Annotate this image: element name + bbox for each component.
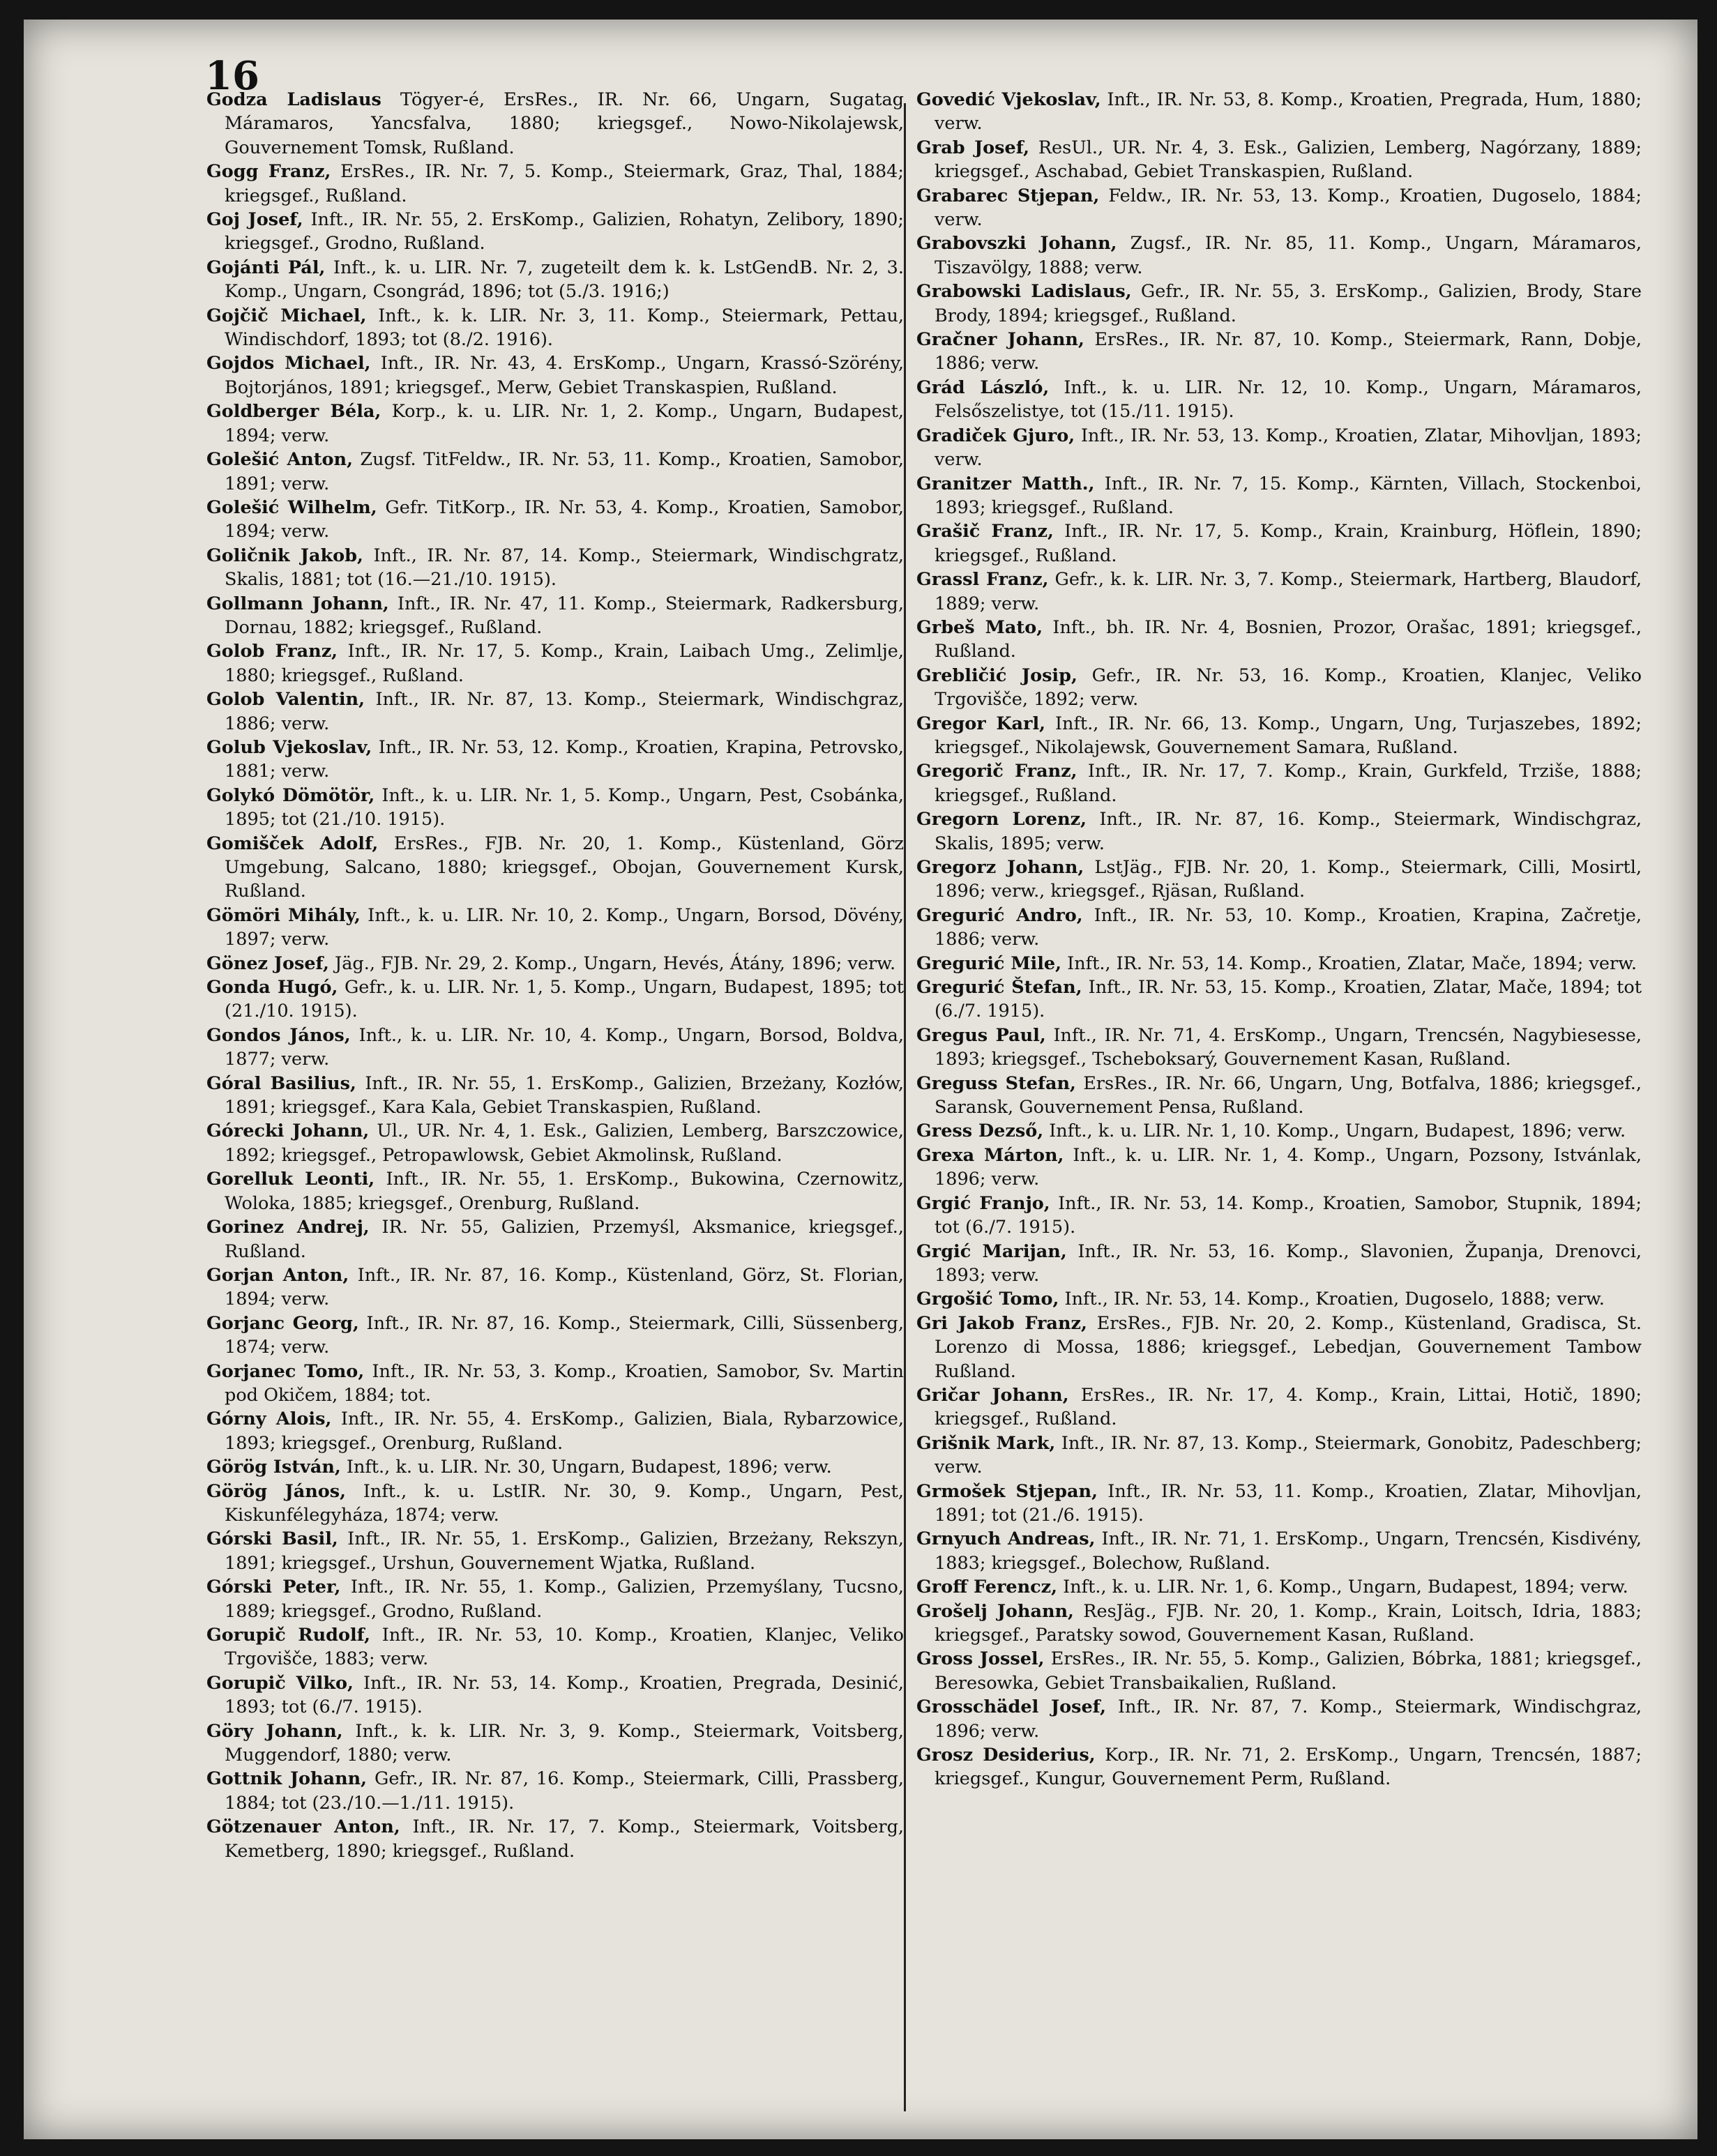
entry-details: Inft., IR. Nr. 53, 14. Komp., Kroatien, Pregrada, Desinić, 1893; tot (6./7. 1915).: [225, 1672, 905, 1718]
entry-details: Inft., IR. Nr. 17, 5. Komp., Krain, Laibach Umg., Zelimlje, 1880; kriegsgef., Rußland.: [225, 641, 904, 686]
entry-name: Gregurić Andro,: [916, 904, 1083, 926]
entry-name: Gross Jossel,: [916, 1648, 1045, 1670]
entry-details: Feldw., IR. Nr. 53, 13. Komp., Kroatien, Dugoselo, 1884; verw.: [935, 185, 1642, 231]
register-entry: [916, 1192, 1642, 1240]
page: [24, 20, 1697, 2139]
register-entry: [206, 1263, 904, 1312]
entry-name: Grošelj Johann,: [916, 1600, 1074, 1622]
register-entry: [206, 1480, 904, 1528]
entry-name: Gračner Johann,: [916, 329, 1084, 351]
register-entry: [916, 856, 1642, 904]
register-entry: [916, 1695, 1642, 1743]
register-entry: [916, 1240, 1642, 1288]
entry-details: Inft., IR. Nr. 55, 1. ErsKomp., Bukowina, Czernowitz, Woloka, 1885; kriegsgef., Orenburg, Rußland.: [225, 1169, 904, 1214]
entry-name: Goldberger Béla,: [206, 401, 381, 423]
entry-details: LstJäg., FJB. Nr. 20, 1. Komp., Steiermark, Cilli, Mosirtl, 1896; verw., kriegsgef., Rjäsan, Rußland.: [935, 857, 1642, 902]
entry-details: Inft., IR. Nr. 71, 1. ErsKomp., Ungarn, Trencsén, Kisdivény, 1883; kriegsgef., Bolechow, Rußland.: [935, 1528, 1642, 1574]
entry-name: Gorinez Andrej,: [206, 1217, 370, 1238]
entry-details: Inft., IR. Nr. 7, 15. Komp., Kärnten, Villach, Stockenboi, 1893; kriegsgef., Rußland.: [935, 473, 1642, 518]
register-entry: [916, 1480, 1642, 1528]
register-entry: [916, 1312, 1642, 1383]
entry-name: Göry Johann,: [206, 1720, 343, 1742]
entry-name: Górski Basil,: [206, 1528, 338, 1550]
entry-details: ErsRes., IR. Nr. 55, 5. Komp., Galizien, Bóbrka, 1881; kriegsgef., Beresowka, Gebiet Transbaikalien, Rußland.: [935, 1648, 1642, 1694]
register-entry: [916, 424, 1642, 472]
register-entry: [206, 160, 904, 208]
register-entry: [206, 784, 904, 832]
register-entry: [916, 1072, 1642, 1120]
entry-name: Gregor Karl,: [916, 713, 1046, 734]
entry-details: Inft., k. u. LIR. Nr. 10, 4. Komp., Ungarn, Borsod, Boldva, 1877; verw.: [225, 1024, 904, 1070]
register-entry: [916, 184, 1642, 232]
right-column: [916, 88, 1642, 1791]
entry-details: Inft., IR. Nr. 55, 1. ErsKomp., Galizien, Brzeżany, Kozłów, 1891; kriegsgef., Kara Kala, Gebiet Transkaspien, Rußland.: [225, 1072, 904, 1118]
entry-details: Gefr., IR. Nr. 53, 16. Komp., Kroatien, Klanjec, Veliko Trgovišče, 1892; verw.: [935, 665, 1642, 711]
entry-details: Inft., IR. Nr. 87, 14. Komp., Steiermark, Windischgratz, Skalis, 1881; tot (16.—21./10. 1915).: [225, 545, 904, 591]
register-entry: [916, 664, 1642, 712]
register-entry: [916, 759, 1642, 807]
entry-details: Inft., IR. Nr. 17, 7. Komp., Steiermark, Voitsberg, Kemetberg, 1890; kriegsgef., Rußland.: [225, 1816, 905, 1862]
entry-name: Góral Basilius,: [206, 1072, 356, 1094]
entry-details: Inft., k. u. LIR. Nr. 1, 5. Komp., Ungarn, Pest, Csobánka, 1895; tot (21./10. 1915).: [225, 784, 904, 830]
entry-name: Grgić Marijan,: [916, 1240, 1067, 1262]
entry-name: Gregus Paul,: [916, 1024, 1046, 1046]
register-entry: [206, 1455, 904, 1479]
entry-name: Górny Alois,: [206, 1409, 332, 1430]
entry-name: Golešić Wilhelm,: [206, 496, 377, 518]
entry-name: Gress Dezső,: [916, 1121, 1044, 1142]
entry-details: Inft., IR. Nr. 55, 2. ErsKomp., Galizien, Rohatyn, Zelibory, 1890; kriegsgef., Grodno, Rußland.: [225, 209, 904, 255]
register-entry: [206, 1575, 904, 1623]
entry-name: Grosz Desiderius,: [916, 1745, 1096, 1766]
register-entry: [206, 1215, 904, 1263]
entry-details: Inft., IR. Nr. 87, 16. Komp., Steiermark, Windischgraz, Skalis, 1895; verw.: [935, 809, 1642, 854]
entry-name: Gorjanc Georg,: [206, 1312, 359, 1334]
entry-name: Grašič Franz,: [916, 521, 1054, 542]
register-entry: [916, 1575, 1642, 1599]
entry-name: Golykó Dömötör,: [206, 784, 375, 806]
register-entry: [916, 1383, 1642, 1432]
register-entry: [916, 280, 1642, 328]
entry-name: Grbeš Mato,: [916, 616, 1043, 638]
register-entry: [916, 1647, 1642, 1695]
entry-name: Gondos János,: [206, 1024, 351, 1046]
entry-name: Grosschädel Josef,: [916, 1696, 1106, 1718]
register-entry: [206, 448, 904, 496]
entry-details: ErsRes., IR. Nr. 66, Ungarn, Ung, Botfalva, 1886; kriegsgef., Saransk, Gouvernement Pensa, Rußland.: [935, 1072, 1642, 1118]
entry-name: Goličnik Jakob,: [206, 545, 363, 566]
entry-details: Zugsf., IR. Nr. 85, 11. Komp., Ungarn, Máramaros, Tiszavölgy, 1888; verw.: [935, 233, 1642, 278]
entry-name: Górecki Johann,: [206, 1121, 370, 1142]
register-entry: [916, 1144, 1642, 1192]
register-entry: [206, 1407, 904, 1455]
register-entry: [206, 736, 904, 784]
register-entry: [206, 975, 904, 1024]
entry-name: Grnyuch Andreas,: [916, 1528, 1096, 1550]
register-entry: [206, 1072, 904, 1120]
entry-name: Görög István,: [206, 1457, 341, 1478]
entry-details: Inft., IR. Nr. 53, 15. Komp., Kroatien, Zlatar, Mače, 1894; tot (6./7. 1915).: [935, 977, 1642, 1022]
entry-details: Gefr., k. k. LIR. Nr. 3, 7. Komp., Steiermark, Hartberg, Blaudorf, 1889; verw.: [935, 569, 1642, 614]
entry-name: Grabarec Stjepan,: [916, 185, 1100, 206]
register-entry: [916, 616, 1642, 664]
entry-details: ErsRes., IR. Nr. 7, 5. Komp., Steiermark, Graz, Thal, 1884; kriegsgef., Rußland.: [225, 161, 904, 206]
entry-name: Grmošek Stjepan,: [916, 1480, 1098, 1502]
entry-details: Inft., IR. Nr. 53, 14. Komp., Kroatien, Zlatar, Mače, 1894; verw.: [1061, 952, 1637, 974]
entry-name: Götzenauer Anton,: [206, 1816, 400, 1838]
entry-details: Inft., IR. Nr. 87, 13. Komp., Steiermark, Windischgraz, 1886; verw.: [225, 689, 904, 734]
entry-details: Inft., IR. Nr. 17, 5. Komp., Krain, Krainburg, Höflein, 1890; kriegsgef., Rußland.: [935, 521, 1642, 566]
entry-name: Gönez Josef,: [206, 952, 329, 974]
register-entry: [206, 952, 904, 975]
entry-name: Grebličić Josip,: [916, 665, 1077, 686]
entry-name: Gregorn Lorenz,: [916, 809, 1087, 830]
entry-details: Inft., IR. Nr. 66, 13. Komp., Ungarn, Ung, Turjaszebes, 1892; kriegsgef., Nikolajewsk, Gouvernement Samara, Rußland.: [935, 713, 1642, 758]
entry-details: Inft., IR. Nr. 55, 1. Komp., Galizien, Przemyślany, Tucsno, 1889; kriegsgef., Grodno, Rußland.: [225, 1577, 905, 1622]
register-entry: [206, 1312, 904, 1360]
register-entry: [206, 1671, 904, 1720]
entry-name: Gorupič Vilko,: [206, 1672, 354, 1694]
register-entry: [916, 1287, 1642, 1311]
entry-details: Inft., IR. Nr. 53, 11. Komp., Kroatien, Zlatar, Mihovljan, 1891; tot (21./6. 1915).: [935, 1480, 1642, 1526]
entry-name: Granitzer Matth.,: [916, 473, 1095, 494]
entry-name: Gorupič Rudolf,: [206, 1625, 370, 1646]
entry-details: Inft., IR. Nr. 53, 14. Komp., Kroatien, Dugoselo, 1888; verw.: [1059, 1289, 1605, 1310]
entry-details: Gefr., k. u. LIR. Nr. 1, 5. Komp., Ungarn, Budapest, 1895; tot (21./10. 1915).: [225, 977, 904, 1022]
entry-name: Gojdos Michael,: [206, 353, 371, 374]
entry-name: Grgošić Tomo,: [916, 1289, 1059, 1310]
entry-name: Grabowski Ladislaus,: [916, 281, 1132, 303]
entry-name: Golešić Anton,: [206, 449, 353, 471]
entry-details: Inft., IR. Nr. 53, 10. Komp., Kroatien, Krapina, Začretje, 1886; verw.: [935, 904, 1642, 950]
register-entry: [206, 1815, 904, 1863]
entry-details: ResJäg., FJB. Nr. 20, 1. Komp., Krain, Loitsch, Idria, 1883; kriegsgef., Paratsky sowod, Gouvernement Kasan, Rußland.: [935, 1600, 1642, 1646]
entry-details: Inft., k. u. LIR. Nr. 10, 2. Komp., Ungarn, Borsod, Dövény, 1897; verw.: [225, 904, 904, 950]
register-entry: [206, 1527, 904, 1575]
entry-name: Grád László,: [916, 377, 1050, 398]
entry-details: Inft., k. u. LIR. Nr. 1, 4. Komp., Ungarn, Pozsony, Istvánlak, 1896; verw.: [935, 1144, 1642, 1190]
entry-name: Govedić Vjekoslav,: [916, 89, 1101, 110]
page-number: 16: [205, 53, 259, 99]
entry-details: Gefr., IR. Nr. 87, 16. Komp., Steiermark, Cilli, Prassberg, 1884; tot (23./10.—1./11. 1915).: [225, 1768, 905, 1814]
register-entry: [206, 688, 904, 736]
register-entry: [206, 1167, 904, 1215]
register-entry: [916, 1432, 1642, 1480]
entry-name: Godza Ladislaus: [206, 89, 381, 110]
entry-details: Inft., IR. Nr. 47, 11. Komp., Steiermark, Radkersburg, Dornau, 1882; kriegsgef., Rußland.: [225, 593, 904, 638]
entry-name: Gričar Johann,: [916, 1384, 1069, 1406]
entry-name: Gregorz Johann,: [916, 857, 1084, 878]
entry-name: Gregurić Mile,: [916, 952, 1062, 974]
entry-details: Korp., k. u. LIR. Nr. 1, 2. Komp., Ungarn, Budapest, 1894; verw.: [225, 401, 904, 446]
register-entry: [206, 1024, 904, 1072]
entry-details: Zugsf. TitFeldw., IR. Nr. 53, 11. Komp., Kroatien, Samobor, 1891; verw.: [225, 449, 904, 494]
entry-name: Gregorič Franz,: [916, 761, 1077, 782]
column-divider: [904, 103, 906, 2111]
entry-details: ErsRes., IR. Nr. 17, 4. Komp., Krain, Littai, Hotič, 1890; kriegsgef., Rußland.: [935, 1384, 1642, 1430]
entry-details: Inft., IR. Nr. 87, 13. Komp., Steiermark, Gonobitz, Padeschberg; verw.: [935, 1432, 1642, 1478]
entry-name: Gregurić Štefan,: [916, 977, 1082, 999]
entry-name: Grab Josef,: [916, 137, 1030, 158]
register-entry: [206, 1767, 904, 1815]
register-entry: [916, 1119, 1642, 1143]
entry-name: Groff Ferencz,: [916, 1577, 1058, 1598]
entry-details: IR. Nr. 55, Galizien, Przemyśl, Aksmanice, kriegsgef., Rußland.: [225, 1217, 904, 1262]
entry-details: Inft., k. u. LstIR. Nr. 30, 9. Komp., Ungarn, Pest, Kiskunfélegyháza, 1874; verw.: [225, 1480, 904, 1526]
register-entry: [916, 136, 1642, 184]
entry-details: Inft., k. u. LIR. Nr. 30, Ungarn, Budapest, 1896; verw.: [340, 1457, 832, 1478]
register-entry: [206, 639, 904, 688]
entry-name: Grgić Franjo,: [916, 1192, 1050, 1214]
register-entry: [916, 807, 1642, 856]
entry-name: Górski Peter,: [206, 1577, 341, 1598]
entry-name: Gogg Franz,: [206, 161, 331, 183]
register-entry: [206, 351, 904, 400]
register-entry: [206, 1119, 904, 1167]
register-entry: [206, 256, 904, 304]
register-entry: [916, 952, 1642, 975]
entry-name: Golob Franz,: [206, 641, 338, 662]
register-entry: [206, 304, 904, 352]
register-entry: [206, 592, 904, 640]
entry-name: Grišnik Mark,: [916, 1432, 1056, 1454]
register-entry: [206, 88, 904, 160]
entry-details: Inft., IR. Nr. 53, 8. Komp., Kroatien, Pregrada, Hum, 1880; verw.: [935, 89, 1642, 135]
register-entry: [916, 904, 1642, 952]
entry-details: Inft., IR. Nr. 55, 1. ErsKomp., Galizien, Brzeżany, Rekszyn, 1891; kriegsgef., Urshun, Gouvernement Wjatka, Rußland.: [225, 1528, 904, 1574]
entry-details: Inft., IR. Nr. 53, 14. Komp., Kroatien, Samobor, Stupnik, 1894; tot (6./7. 1915).: [935, 1192, 1642, 1238]
entry-name: Gorjanec Tomo,: [206, 1360, 365, 1382]
entry-details: Inft., IR. Nr. 71, 4. ErsKomp., Ungarn, Trencsén, Nagybiesesse, 1893; kriegsgef., Tscheboksarý, Gouvernement Kasan, Rußland.: [935, 1024, 1642, 1070]
register-entry: [916, 975, 1642, 1024]
register-entry: [206, 904, 904, 952]
entry-name: Golub Vjekoslav,: [206, 736, 372, 758]
entry-details: Tögyer-é, ErsRes., IR. Nr. 66, Ungarn, Sugatag Máramaros, Yancsfalva, 1880; kriegsgef., Nowo-Nikolajewsk, Gouvernement Tomsk, Rußland.: [225, 89, 904, 158]
entry-details: Inft., IR. Nr. 87, 16. Komp., Steiermark, Cilli, Süssenberg, 1874; verw.: [225, 1312, 904, 1358]
register-entry: [916, 568, 1642, 616]
entry-details: ResUl., UR. Nr. 4, 3. Esk., Galizien, Lemberg, Nagórzany, 1889; kriegsgef., Aschabad, Gebiet Transkaspien, Rußland.: [935, 137, 1642, 183]
register-entry: [916, 472, 1642, 520]
register-entry: [916, 231, 1642, 280]
entry-name: Gollmann Johann,: [206, 593, 389, 614]
register-entry: [916, 376, 1642, 424]
entry-name: Grexa Márton,: [916, 1144, 1064, 1166]
register-entry: [916, 1024, 1642, 1072]
register-entry: [206, 1623, 904, 1671]
entry-details: Inft., k. u. LIR. Nr. 12, 10. Komp., Ungarn, Máramaros, Felsőszelistye, tot (15./11. 1915).: [935, 377, 1642, 423]
entry-details: Inft., IR. Nr. 53, 10. Komp., Kroatien, Klanjec, Veliko Trgovišče, 1883; verw.: [225, 1625, 904, 1670]
entry-details: Inft., IR. Nr. 55, 4. ErsKomp., Galizien, Biala, Rybarzowice, 1893; kriegsgef., Orenburg, Rußland.: [225, 1409, 905, 1454]
entry-details: Jäg., FJB. Nr. 29, 2. Komp., Ungarn, Hevés, Átány, 1896; verw.: [328, 952, 896, 974]
entry-name: Gorjan Anton,: [206, 1264, 349, 1286]
register-entry: [916, 88, 1642, 136]
entry-details: Inft., IR. Nr. 53, 12. Komp., Kroatien, Krapina, Petrovsko, 1881; verw.: [225, 736, 904, 782]
entry-details: Gefr., IR. Nr. 55, 3. ErsKomp., Galizien, Brody, Stare Brody, 1894; kriegsgef., Rußland.: [935, 281, 1642, 326]
entry-name: Gonda Hugó,: [206, 977, 338, 999]
left-column: [206, 88, 904, 1863]
entry-name: Gojánti Pál,: [206, 257, 326, 278]
entry-name: Gömöri Mihály,: [206, 904, 361, 926]
register-entry: [206, 208, 904, 256]
entry-details: Inft., IR. Nr. 53, 13. Komp., Kroatien, Zlatar, Mihovljan, 1893; verw.: [935, 425, 1642, 471]
entry-name: Gradiček Gjuro,: [916, 425, 1075, 446]
entry-name: Greguss Stefan,: [916, 1072, 1076, 1094]
register-entry: [206, 1720, 904, 1768]
entry-details: ErsRes., FJB. Nr. 20, 2. Komp., Küstenland, Gradisca, St. Lorenzo di Mossa, 1886; kriegsgef., Lebedjan, Gouvernement Tambow Rußland.: [935, 1312, 1642, 1382]
register-entry: [916, 712, 1642, 760]
entry-details: ErsRes., IR. Nr. 87, 10. Komp., Steiermark, Rann, Dobje, 1886; verw.: [935, 329, 1642, 374]
register-entry: [916, 1527, 1642, 1575]
entry-name: Golob Valentin,: [206, 689, 365, 711]
entry-name: Gorelluk Leonti,: [206, 1169, 375, 1190]
entry-name: Gomišček Adolf,: [206, 833, 379, 854]
entry-details: Inft., k. u. LIR. Nr. 7, zugeteilt dem k. k. LstGendB. Nr. 2, 3. Komp., Ungarn, Csongrád, 1896; tot (5./3. 1916;): [225, 257, 904, 303]
entry-name: Gri Jakob Franz,: [916, 1312, 1087, 1334]
register-entry: [206, 400, 904, 448]
entry-name: Grabovszki Johann,: [916, 233, 1117, 255]
register-entry: [916, 1600, 1642, 1648]
entry-name: Grassl Franz,: [916, 569, 1049, 591]
entry-name: Goj Josef,: [206, 209, 303, 231]
entry-name: Gottnik Johann,: [206, 1768, 368, 1790]
register-entry: [206, 544, 904, 592]
entry-details: Inft., IR. Nr. 87, 7. Komp., Steiermark, Windischgraz, 1896; verw.: [935, 1696, 1642, 1742]
register-entry: [916, 519, 1642, 568]
entry-details: Inft., IR. Nr. 53, 3. Komp., Kroatien, Samobor, Sv. Martin pod Okičem, 1884; tot.: [225, 1360, 904, 1406]
entry-details: Inft., IR. Nr. 87, 16. Komp., Küstenland, Görz, St. Florian, 1894; verw.: [225, 1264, 905, 1310]
entry-details: Ul., UR. Nr. 4, 1. Esk., Galizien, Lemberg, Barszczowice, 1892; kriegsgef., Petropawlowsk, Gebiet Akmolinsk, Rußland.: [225, 1121, 905, 1166]
entry-details: Inft., k. u. LIR. Nr. 1, 6. Komp., Ungarn, Budapest, 1894; verw.: [1057, 1577, 1628, 1598]
register-entry: [206, 496, 904, 544]
entry-details: ErsRes., FJB. Nr. 20, 1. Komp., Küstenland, Görz Umgebung, Salcano, 1880; kriegsgef., Obojan, Gouvernement Kursk, Rußland.: [225, 833, 904, 902]
register-entry: [206, 832, 904, 904]
entry-details: Inft., IR. Nr. 43, 4. ErsKomp., Ungarn, Krassó-Szörény, Bojtorjános, 1891; kriegsgef., Merw, Gebiet Transkaspien, Rußland.: [225, 353, 904, 398]
register-entry: [916, 328, 1642, 376]
entry-details: Inft., k. k. LIR. Nr. 3, 11. Komp., Steiermark, Pettau, Windischdorf, 1893; tot (8./2. 1916).: [225, 305, 905, 351]
register-entry: [206, 1360, 904, 1408]
entry-details: Inft., k. k. LIR. Nr. 3, 9. Komp., Steiermark, Voitsberg, Muggendorf, 1880; verw.: [225, 1720, 904, 1766]
entry-details: Inft., bh. IR. Nr. 4, Bosnien, Prozor, Orašac, 1891; kriegsgef., Rußland.: [935, 616, 1642, 662]
entry-name: Görög János,: [206, 1480, 347, 1502]
register-entry: [916, 1743, 1642, 1791]
entry-details: Inft., IR. Nr. 17, 7. Komp., Krain, Gurkfeld, Trziše, 1888; kriegsgef., Rußland.: [935, 761, 1642, 806]
entry-details: Inft., IR. Nr. 53, 16. Komp., Slavonien, Županja, Drenovci, 1893; verw.: [935, 1240, 1642, 1286]
entry-details: Gefr. TitKorp., IR. Nr. 53, 4. Komp., Kroatien, Samobor, 1894; verw.: [225, 496, 905, 542]
entry-details: Inft., k. u. LIR. Nr. 1, 10. Komp., Ungarn, Budapest, 1896; verw.: [1043, 1121, 1626, 1142]
entry-details: Korp., IR. Nr. 71, 2. ErsKomp., Ungarn, Trencsén, 1887; kriegsgef., Kungur, Gouvernement Perm, Rußland.: [935, 1745, 1642, 1790]
entry-name: Gojčič Michael,: [206, 305, 367, 326]
